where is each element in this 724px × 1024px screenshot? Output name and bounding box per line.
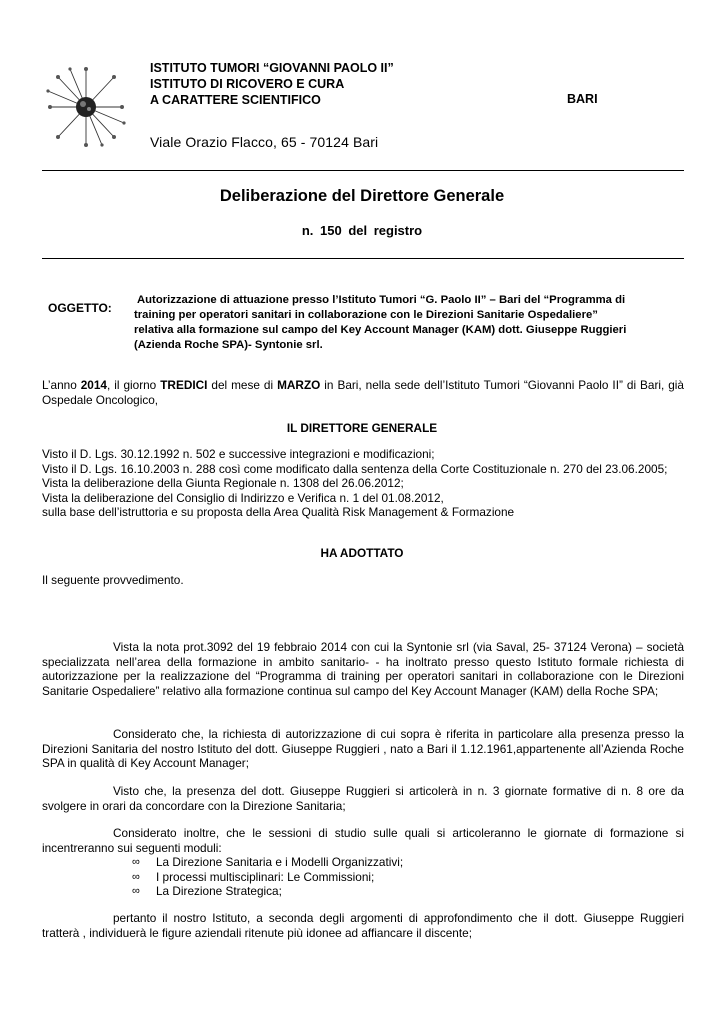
bullet-icon: ∞ (132, 885, 140, 897)
paragraph-nota: Vista la nota prot.3092 del 19 febbraio 2014 con cui la Syntonie srl (via Saval, 25- 37124 Verona) – società specializzata nell’area della formazione in ambito sanitario- - ha inoltrato presso questo Istituto formale richiesta di autorizzazione per la realizzazione del “Programma di training per operatori sanitari in collaborazione con le Direzioni Sanitarie Ospedaliere” relativo alla formazione continua sul campo del Key Account Manager (KAM) della Roche SPA; (42, 640, 684, 698)
visti-block (42, 447, 684, 520)
paragraph-pertanto: pertanto il nostro Istituto, a seconda degli argomenti di approfondimento che il dott. Giuseppe Ruggieri tratterà , individuerà le figure aziendali ritenute più idonee ad affiancare il discente; (42, 911, 684, 940)
paragraph-visto: Visto che, la presenza del dott. Giuseppe Ruggieri si articolerà in n. 3 giornate formative di n. 8 ore da svolgere in orari da concordare con la Direzione Sanitaria; (42, 784, 684, 813)
intro-text-3: del mese di (207, 378, 278, 392)
institute-line-1: ISTITUTO TUMORI “GIOVANNI PAOLO II” (150, 61, 394, 75)
intro-text-4: in Bari, nella sede dell’Istituto Tumori “Giovanni Paolo II” di Bari, già Ospedale Oncologico, (42, 378, 684, 407)
provvedimento-text: Il seguente provvedimento. (42, 573, 184, 587)
visto-3: Vista la deliberazione della Giunta Regionale n. 1308 del 26.06.2012; (42, 476, 404, 490)
list-item (132, 884, 672, 899)
bullet-icon: ∞ (132, 870, 140, 883)
intro-text-2: , il giorno (107, 378, 161, 392)
subject-line-4: (Azienda Roche SPA)- Syntonie srl. (134, 339, 323, 351)
institute-logo (42, 63, 130, 151)
paragraph-considerato-inoltre: Considerato inoltre, che le sessioni di studio sulle quali si articoleranno le giornate di formazione si incentreranno sui seguenti moduli: (42, 826, 684, 855)
intro-paragraph (42, 378, 684, 407)
subject-label: OGGETTO: (48, 301, 112, 315)
institute-name (150, 60, 394, 108)
paragraph-considerato: Considerato che, la richiesta di autorizzazione di cui sopra è riferita in particolare alla presenza presso la Direzioni Sanitaria del nostro Istituto del dott. Giuseppe Ruggieri , nato a Bari il 1.12.1961,appartenente all’Azienda Roche SPA in qualità di Key Account Manager; (42, 727, 684, 770)
adopted-heading: HA ADOTTATO (320, 546, 404, 560)
title-divider (42, 258, 684, 259)
visto-4: Vista la deliberazione del Consiglio di Indirizzo e Verifica n. 1 del 01.08.2012, (42, 490, 444, 505)
subject-line-2: training per operatori sanitari in collaborazione con le Direzioni Sanitarie Ospedaliere” (134, 309, 598, 321)
address: Viale Orazio Flacco, 65 - 70124 Bari (150, 134, 379, 150)
visto-2: Visto il D. Lgs. 16.10.2003 n. 288 così come modificato dalla sentenza della Corte Costituzionale n. 270 del 23.06.2005; (42, 461, 668, 476)
list-item (132, 855, 672, 870)
intro-month: MARZO (277, 378, 321, 392)
document-title: Deliberazione del Direttore Generale (219, 187, 505, 205)
director-heading: IL DIRETTORE GENERALE (286, 421, 438, 435)
header-divider (42, 170, 684, 171)
module-label: I processi multisciplinari: Le Commissioni; (156, 869, 375, 884)
visto-1: Visto il D. Lgs. 30.12.1992 n. 502 e successive integrazioni e modificazioni; (42, 447, 435, 461)
subject-text (134, 293, 678, 353)
subject-line-1: Autorizzazione di attuazione presso l’Istituto Tumori “G. Paolo II” – Bari del “Programma di (137, 294, 626, 306)
module-label: La Direzione Strategica; (156, 884, 282, 898)
list-item (132, 870, 672, 885)
intro-day: TREDICI (160, 378, 208, 392)
module-label: La Direzione Sanitaria e i Modelli Organizzativi; (156, 855, 404, 869)
register-number: n. 150 del registro (301, 223, 423, 238)
bullet-icon: ∞ (132, 856, 140, 868)
visto-5: sulla base dell’istruttoria e su proposta della Area Qualità Risk Management & Formazione (42, 505, 515, 519)
city: BARI (567, 92, 598, 106)
modules-list (132, 855, 672, 899)
subject-line-3: relativa alla formazione sul campo del Key Account Manager (KAM) dott. Giuseppe Ruggieri (134, 324, 627, 336)
institute-line-2: ISTITUTO DI RICOVERO E CURA (150, 77, 345, 91)
institute-line-3: A CARATTERE SCIENTIFICO (150, 93, 321, 107)
intro-year: 2014 (80, 378, 107, 392)
intro-text-1: L’anno (42, 378, 81, 392)
